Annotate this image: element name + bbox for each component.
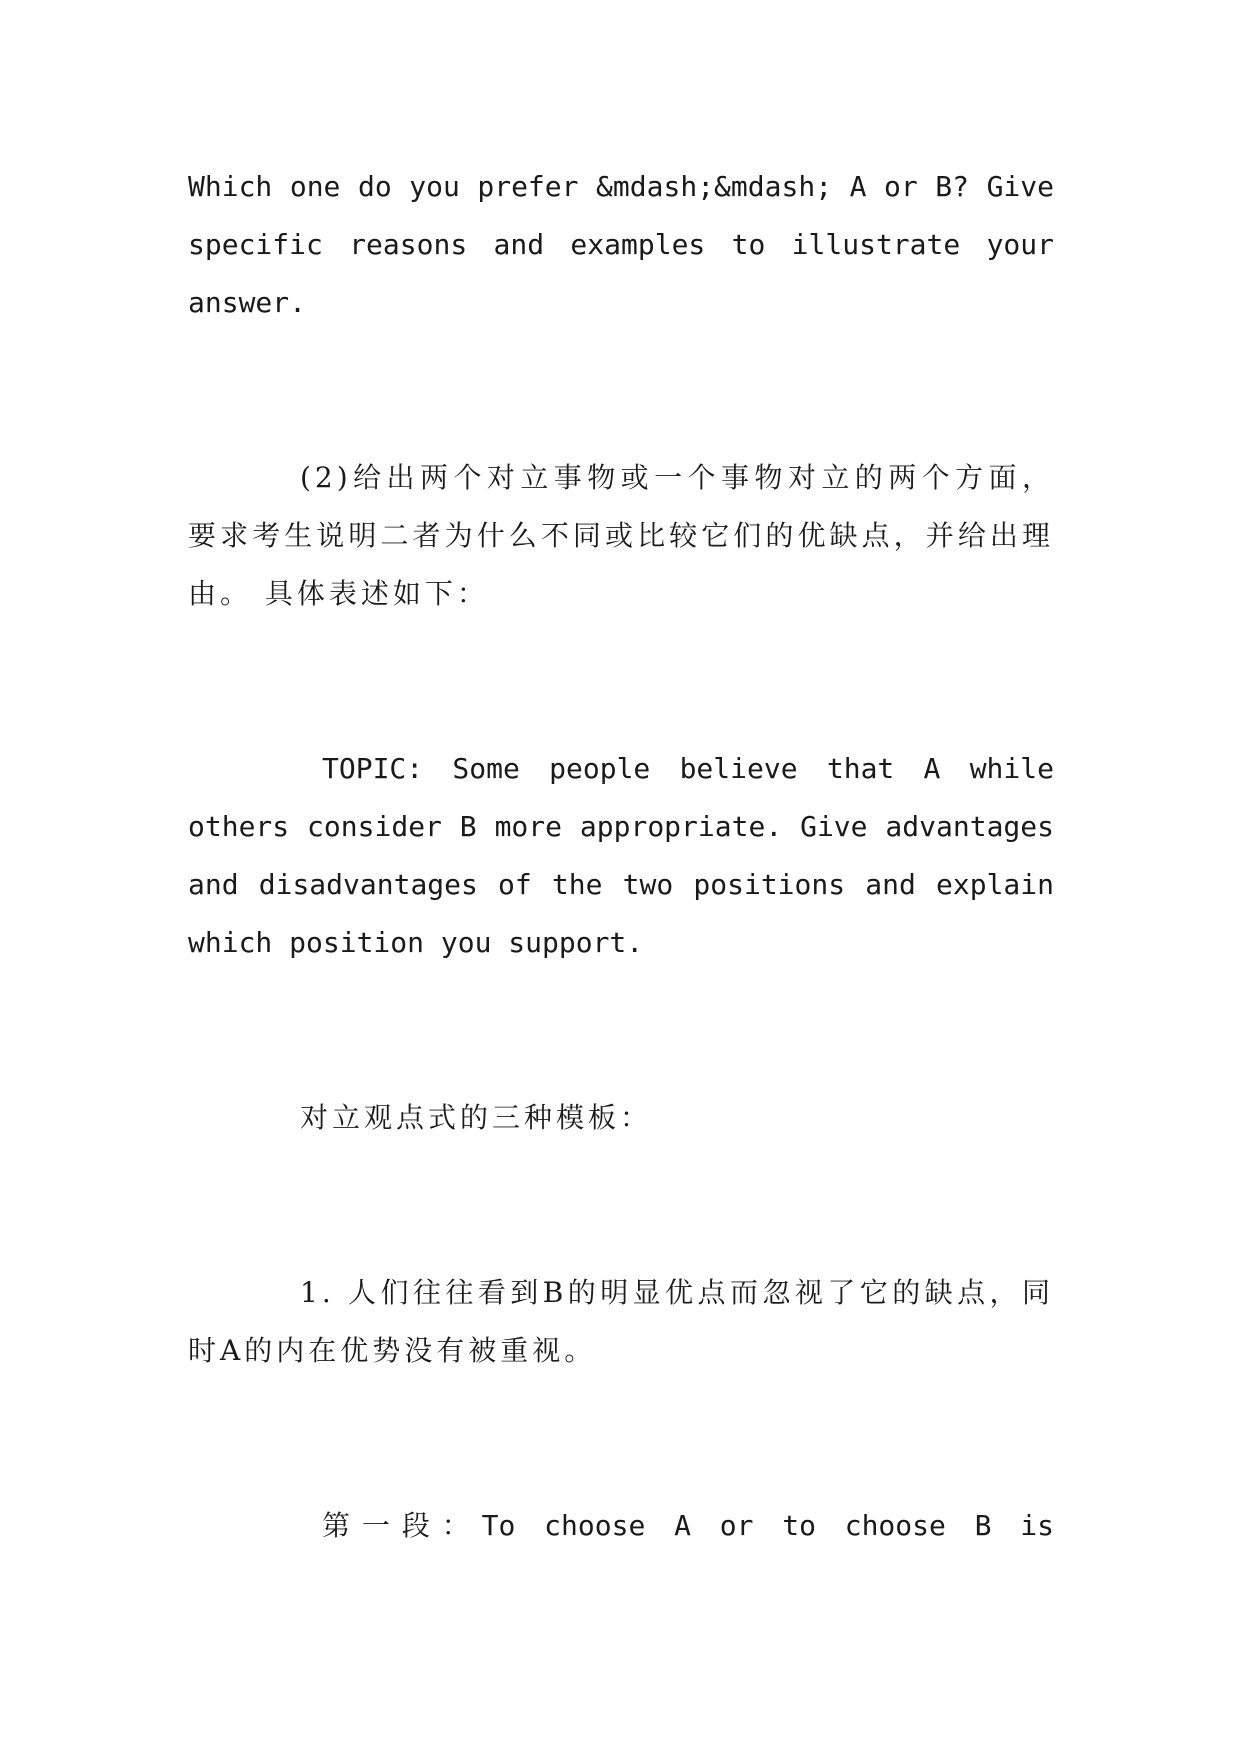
- first-paragraph-template: 第一段：To choose A or to choose B is: [322, 1509, 1054, 1542]
- templates-heading: 对立观点式的三种模板：: [300, 1101, 653, 1134]
- template-1-description: 1. 人们往往看到B的明显优点而忽视了它的缺点，同时A的内在优势没有被重视。: [188, 1276, 1054, 1367]
- type-2-description: (2)给出两个对立事物或一个事物对立的两个方面，要求考生说明二者为什么不同或比较它们的优缺点，并给出理由。 具体表述如下：: [188, 461, 1054, 610]
- essay-prompt-question: Which one do you prefer &mdash;&mdash; A or B? Give specific reasons and examples to illustrate your answer.: [188, 170, 1054, 319]
- topic-statement: TOPIC: Some people believe that A while others consider B more appropriate. Give advantages and disadvantages of the two positions and explain which position you support.: [188, 752, 1054, 959]
